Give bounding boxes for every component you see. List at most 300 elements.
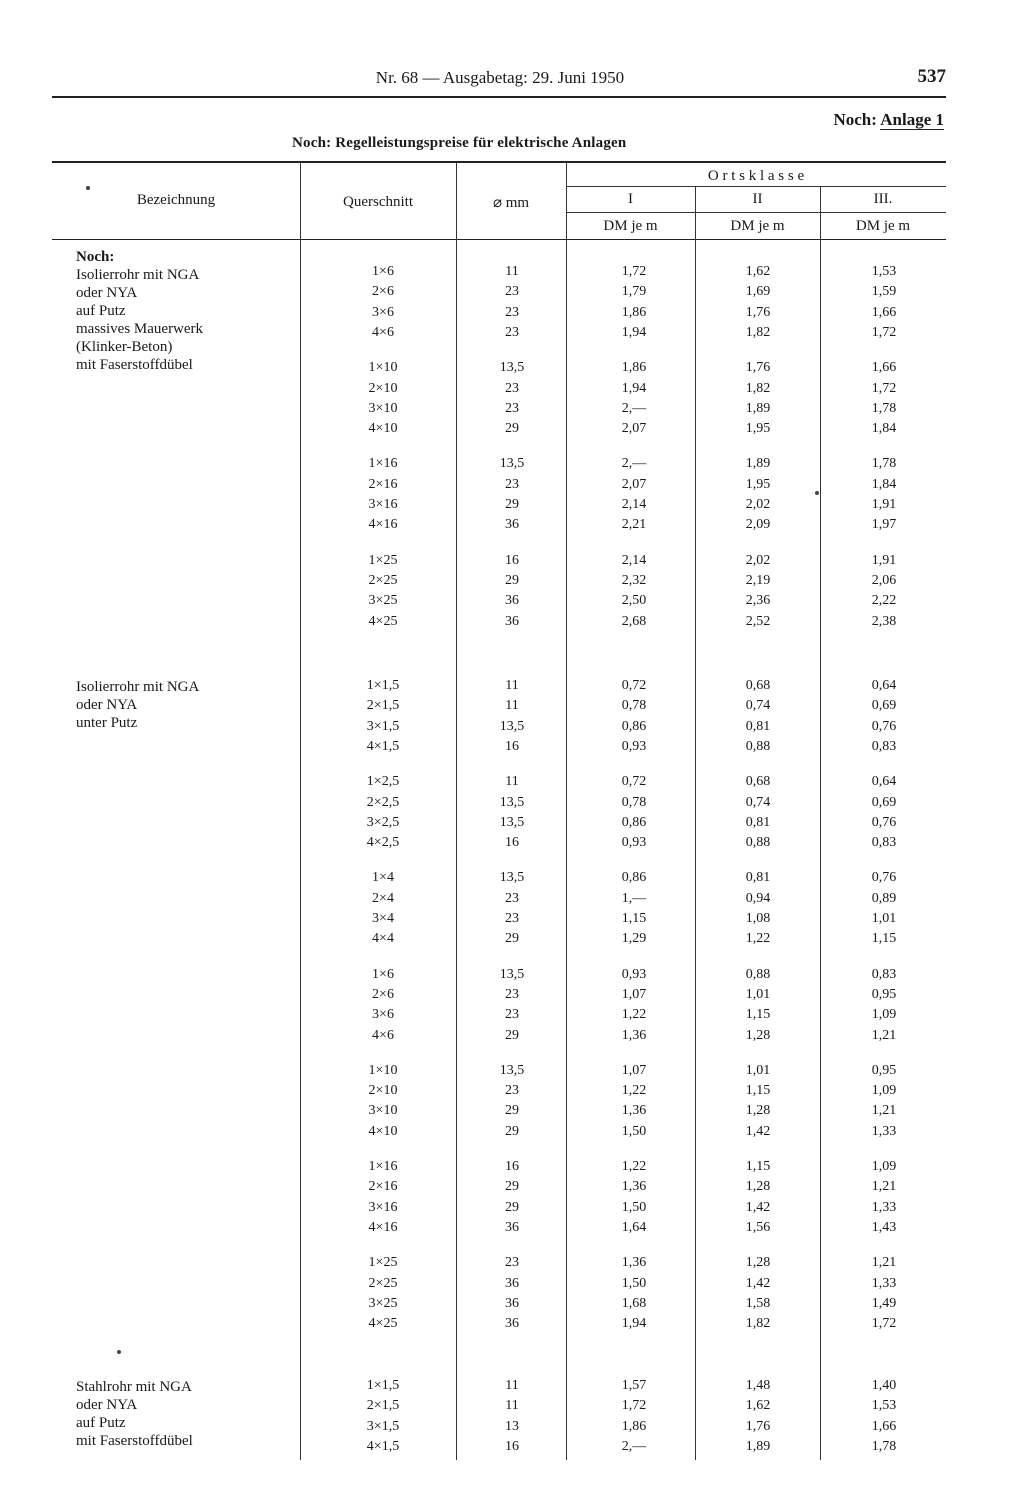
price-class-2-cell: 1,42 [745,1199,771,1215]
table-row [0,931,1000,951]
diameter-cell: 29 [505,1123,519,1139]
diameter-cell: 23 [505,890,519,906]
diameter-cell: 23 [505,380,519,396]
querschnitt-cell: 1×1,5 [366,678,400,693]
price-class-2-cell: 0,81 [745,870,771,886]
print-speck [117,1350,121,1354]
table-row [0,593,1000,613]
table-row [0,774,1000,794]
diameter-cell: 11 [505,698,519,714]
table-row [0,381,1000,401]
price-class-3-cell: 1,78 [871,400,897,416]
querschnitt-cell: 1×1,5 [366,1378,400,1393]
diameter-cell: 23 [505,476,519,492]
table-row [0,1200,1000,1220]
table-row [0,1220,1000,1240]
querschnitt-cell: 2×25 [368,1275,398,1291]
price-class-2-cell: 1,76 [745,360,771,376]
price-class-1-cell: 1,07 [621,986,647,1002]
price-class-3-cell: 1,97 [871,517,897,533]
querschnitt-cell: 4×4 [372,931,394,947]
price-class-2-cell: 1,95 [745,421,771,437]
querschnitt-cell: 3×1,5 [366,1418,400,1434]
table-row [0,987,1000,1007]
table-row [0,614,1000,634]
price-class-2-cell: 2,36 [745,593,771,609]
price-class-1-cell: 1,86 [621,1418,647,1434]
header-rule [52,96,946,98]
price-class-2-cell: 0,88 [745,738,771,754]
table-row [0,497,1000,517]
querschnitt-cell: 2×16 [368,476,398,492]
diameter-cell: 29 [505,572,519,588]
price-class-1-cell: 0,78 [621,698,647,714]
header-querschnitt: Querschnitt [343,194,413,210]
price-class-2-cell: 1,48 [745,1378,771,1393]
table-row [0,477,1000,497]
price-class-1-cell: 0,93 [621,966,647,982]
price-class-1-cell: 1,29 [621,931,647,947]
price-class-3-cell: 1,09 [871,1007,897,1023]
table-row [0,325,1000,345]
header-unit-2: DM je m [730,218,785,234]
price-class-1-cell: 2,32 [621,572,647,588]
price-class-3-cell: 0,76 [871,870,897,886]
querschnitt-cell: 1×6 [372,966,394,982]
table-row [0,1378,1000,1398]
price-class-2-cell: 1,76 [745,304,771,320]
anlage-prefix: Noch: [833,110,877,129]
querschnitt-cell: 2×10 [368,380,398,396]
price-class-2-cell: 0,94 [745,890,771,906]
price-class-2-cell: 0,74 [745,794,771,810]
price-class-1-cell: 1,50 [621,1275,647,1291]
price-class-3-cell: 1,53 [871,1398,897,1414]
price-class-1-cell: 0,86 [621,814,647,830]
table-row [0,553,1000,573]
querschnitt-cell: 1×10 [368,1062,398,1078]
diameter-cell: 16 [505,835,519,851]
querschnitt-cell: 4×1,5 [366,1438,400,1454]
querschnitt-cell: 2×6 [372,986,394,1002]
price-class-1-cell: 1,07 [621,1062,647,1078]
querschnitt-cell: 4×6 [372,324,394,340]
price-class-2-cell: 1,95 [745,476,771,492]
table-row [0,264,1000,284]
price-class-2-cell: 1,89 [745,1438,771,1454]
price-class-1-cell: 1,36 [621,1027,647,1043]
anlage-name: Anlage 1 [880,110,944,129]
diameter-cell: 29 [505,931,519,947]
price-class-3-cell: 0,83 [871,738,897,754]
price-class-1-cell: 1,94 [621,380,647,396]
querschnitt-cell: 4×10 [368,421,398,437]
querschnitt-cell: 3×16 [368,497,398,512]
table-row [0,305,1000,325]
header-class-2: II [752,191,763,207]
price-class-1-cell: 1,22 [621,1007,647,1023]
querschnitt-cell: 2×1,5 [366,1398,400,1414]
querschnitt-cell: 4×16 [368,1219,398,1235]
price-class-2-cell: 1,82 [745,380,771,396]
diameter-cell: 23 [505,986,519,1002]
querschnitt-cell: 4×25 [368,1316,398,1332]
section-label-line: oder NYA [76,697,138,713]
diameter-cell: 13 [505,1418,519,1434]
querschnitt-cell: 3×16 [368,1199,398,1215]
price-class-1-cell: 2,50 [621,593,647,609]
diameter-cell: 23 [505,400,519,416]
price-class-2-cell: 1,89 [745,456,771,472]
price-class-2-cell: 0,88 [745,835,771,851]
price-class-3-cell: 0,95 [871,986,897,1002]
section-label-line: Isolierrohr mit NGA [76,679,200,695]
price-class-1-cell: 1,57 [621,1378,647,1393]
price-class-3-cell: 0,76 [871,718,897,734]
price-class-2-cell: 0,68 [745,774,771,790]
price-class-3-cell: 1,59 [871,284,897,300]
querschnitt-cell: 1×16 [368,456,398,472]
diameter-cell: 23 [505,1007,519,1023]
price-class-2-cell: 1,15 [745,1159,771,1174]
price-class-3-cell: 1,66 [871,360,897,376]
price-class-2-cell: 1,56 [745,1219,771,1235]
diameter-cell: 13,5 [499,360,525,376]
table-row [0,1419,1000,1439]
price-class-2-cell: 1,01 [745,986,771,1002]
price-class-1-cell: 2,07 [621,421,647,437]
diameter-cell: 23 [505,284,519,300]
querschnitt-cell: 1×6 [372,264,394,279]
price-class-1-cell: 1,94 [621,324,647,340]
diameter-cell: 13,5 [499,870,525,886]
querschnitt-cell: 1×10 [368,360,398,376]
table-row [0,1028,1000,1048]
table-row [0,739,1000,759]
querschnitt-cell: 4×25 [368,613,398,629]
price-class-3-cell: 1,84 [871,421,897,437]
page-number: 537 [917,66,946,87]
table-top-rule [52,161,946,163]
querschnitt-cell: 2×1,5 [366,698,400,714]
diameter-cell: 36 [505,1295,519,1311]
header-bottom-rule [52,239,946,240]
price-class-1-cell: 1,68 [621,1295,647,1311]
price-class-1-cell: 2,— [621,400,647,416]
price-class-3-cell: 0,95 [871,1062,897,1078]
section-label-line: mit Faserstoffdübel [76,357,193,373]
table-row [0,835,1000,855]
diameter-cell: 13,5 [499,794,525,810]
price-class-3-cell: 1,91 [871,552,897,568]
querschnitt-cell: 3×6 [372,1007,394,1023]
table-row [0,1124,1000,1144]
price-class-1-cell: 0,72 [621,678,647,693]
querschnitt-cell: 1×2,5 [366,774,400,790]
price-class-1-cell: 0,93 [621,835,647,851]
diameter-cell: 23 [505,1083,519,1099]
table-row [0,1316,1000,1336]
diameter-cell: 29 [505,497,519,512]
section-label-line: Stahlrohr mit NGA [76,1379,192,1395]
print-speck [86,186,90,190]
header-unit-1: DM je m [603,218,658,234]
price-class-3-cell: 1,84 [871,476,897,492]
price-class-3-cell: 1,72 [871,1316,897,1332]
price-class-3-cell: 1,01 [871,911,897,926]
table-row [0,795,1000,815]
table-row [0,1439,1000,1459]
price-class-1-cell: 1,50 [621,1199,647,1215]
price-class-2-cell: 1,62 [745,1398,771,1414]
section-label-line: Isolierrohr mit NGA [76,267,200,283]
price-class-3-cell: 1,21 [871,1255,897,1271]
price-class-1-cell: 2,21 [621,517,647,533]
price-class-1-cell: 1,22 [621,1159,647,1174]
diameter-cell: 23 [505,324,519,340]
price-class-1-cell: 1,72 [621,264,647,279]
price-class-3-cell: 1,43 [871,1219,897,1235]
table-row [0,719,1000,739]
price-class-1-cell: 1,79 [621,284,647,300]
diameter-cell: 36 [505,613,519,629]
diameter-cell: 29 [505,1179,519,1195]
price-class-1-cell: 2,14 [621,552,647,568]
header-bezeichnung: Bezeichnung [136,192,216,208]
table-row [0,891,1000,911]
diameter-cell: 16 [505,738,519,754]
table-row [0,698,1000,718]
price-class-3-cell: 0,76 [871,814,897,830]
section-label-line: unter Putz [76,715,138,731]
querschnitt-cell: 3×10 [368,1103,398,1119]
price-class-2-cell: 1,42 [745,1275,771,1291]
table-row [0,967,1000,987]
price-class-2-cell: 1,76 [745,1418,771,1434]
table-title: Noch: Regelleistungspreise für elektrische Anlagen [292,135,627,151]
diameter-cell: 13,5 [499,456,525,472]
querschnitt-cell: 4×16 [368,517,398,533]
price-class-1-cell: 1,36 [621,1179,647,1195]
price-class-1-cell: 1,15 [621,911,647,926]
price-class-2-cell: 2,09 [745,517,771,533]
price-class-2-cell: 1,82 [745,1316,771,1332]
price-class-2-cell: 1,08 [745,911,771,926]
table-row [0,1276,1000,1296]
diameter-cell: 13,5 [499,966,525,982]
price-class-3-cell: 1,40 [871,1378,897,1393]
diameter-cell: 36 [505,593,519,609]
price-class-3-cell: 0,83 [871,966,897,982]
price-class-3-cell: 1,09 [871,1159,897,1174]
price-class-3-cell: 0,69 [871,794,897,810]
header-class-3: III. [873,191,893,207]
table-row [0,517,1000,537]
table-row [0,573,1000,593]
diameter-cell: 23 [505,1255,519,1271]
diameter-cell: 23 [505,304,519,320]
diameter-cell: 11 [505,774,519,790]
diameter-cell: 13,5 [499,814,525,830]
diameter-cell: 16 [505,552,519,568]
price-class-1-cell: 0,86 [621,718,647,734]
section-label-line: auf Putz [76,303,126,319]
querschnitt-cell: 2×25 [368,572,398,588]
diameter-cell: 36 [505,1275,519,1291]
price-class-3-cell: 1,53 [871,264,897,279]
querschnitt-cell: 2×16 [368,1179,398,1195]
price-class-2-cell: 0,81 [745,814,771,830]
querschnitt-cell: 3×10 [368,400,398,416]
querschnitt-cell: 4×6 [372,1027,394,1043]
price-class-3-cell: 1,72 [871,380,897,396]
price-class-2-cell: 1,82 [745,324,771,340]
table-row [0,1159,1000,1179]
diameter-cell: 16 [505,1438,519,1454]
price-class-1-cell: 1,72 [621,1398,647,1414]
querschnitt-cell: 2×2,5 [366,794,400,810]
table-row [0,1103,1000,1123]
querschnitt-cell: 3×25 [368,593,398,609]
diameter-cell: 29 [505,1103,519,1119]
price-class-1-cell: 0,93 [621,738,647,754]
price-class-1-cell: 2,14 [621,497,647,512]
querschnitt-cell: 3×25 [368,1295,398,1311]
diameter-cell: 16 [505,1159,519,1174]
table-row [0,870,1000,890]
header-class-1: I [628,191,633,207]
diameter-cell: 11 [505,678,519,693]
diameter-cell: 36 [505,1316,519,1332]
price-class-1-cell: 1,64 [621,1219,647,1235]
price-class-3-cell: 1,78 [871,1438,897,1454]
price-class-2-cell: 2,02 [745,497,771,512]
querschnitt-cell: 4×2,5 [366,835,400,851]
price-class-1-cell: 0,78 [621,794,647,810]
price-class-3-cell: 0,64 [871,678,897,693]
price-class-2-cell: 2,52 [745,613,771,629]
diameter-cell: 29 [505,1199,519,1215]
price-class-2-cell: 1,28 [745,1027,771,1043]
table-row [0,421,1000,441]
price-class-3-cell: 2,06 [871,572,897,588]
table-row [0,815,1000,835]
price-class-1-cell: 1,22 [621,1083,647,1099]
querschnitt-cell: 1×4 [372,870,394,886]
querschnitt-cell: 1×25 [368,552,398,568]
table-row [0,1296,1000,1316]
price-class-3-cell: 1,33 [871,1123,897,1139]
table-row [0,360,1000,380]
price-class-2-cell: 1,01 [745,1062,771,1078]
querschnitt-cell: 3×6 [372,304,394,320]
price-class-1-cell: 0,72 [621,774,647,790]
price-class-3-cell: 1,15 [871,931,897,947]
price-class-3-cell: 0,69 [871,698,897,714]
diameter-cell: 11 [505,264,519,279]
price-class-3-cell: 1,33 [871,1275,897,1291]
table-row [0,1063,1000,1083]
price-class-1-cell: 1,36 [621,1255,647,1271]
price-class-2-cell: 1,15 [745,1083,771,1099]
table-row [0,1083,1000,1103]
querschnitt-cell: 3×1,5 [366,718,400,734]
price-class-1-cell: 0,86 [621,870,647,886]
table-row [0,1007,1000,1027]
price-class-1-cell: 2,68 [621,613,647,629]
price-class-1-cell: 1,— [621,890,647,906]
diameter-cell: 23 [505,911,519,926]
diameter-cell: 13,5 [499,1062,525,1078]
diameter-cell: 11 [505,1378,519,1393]
diameter-cell: 13,5 [499,718,525,734]
diameter-cell: 36 [505,517,519,533]
running-title: Nr. 68 — Ausgabetag: 29. Juni 1950 [375,68,625,87]
price-class-2-cell: 1,58 [745,1295,771,1311]
price-class-2-cell: 1,28 [745,1179,771,1195]
querschnitt-cell: 1×25 [368,1255,398,1271]
section-label-line: massives Mauerwerk [76,321,204,337]
price-class-2-cell: 1,69 [745,284,771,300]
diameter-cell: 36 [505,1219,519,1235]
price-class-3-cell: 1,78 [871,456,897,472]
price-class-3-cell: 1,66 [871,1418,897,1434]
price-class-2-cell: 1,22 [745,931,771,947]
price-class-1-cell: 1,50 [621,1123,647,1139]
price-class-2-cell: 2,02 [745,552,771,568]
price-class-1-cell: 1,86 [621,304,647,320]
section-label-line: (Klinker-Beton) [76,339,173,355]
price-class-3-cell: 1,21 [871,1179,897,1195]
querschnitt-cell: 4×10 [368,1123,398,1139]
price-class-1-cell: 2,— [621,456,647,472]
price-class-2-cell: 0,74 [745,698,771,714]
header-diameter: ⌀ mm [492,195,530,211]
price-class-2-cell: 2,19 [745,572,771,588]
price-class-3-cell: 0,89 [871,890,897,906]
querschnitt-cell: 3×4 [372,911,394,926]
table-row [0,1255,1000,1275]
section-label-line: auf Putz [76,1415,126,1431]
price-class-2-cell: 0,81 [745,718,771,734]
price-class-1-cell: 2,— [621,1438,647,1454]
table-row [0,1398,1000,1418]
header-unit-3: DM je m [855,218,911,234]
querschnitt-cell: 2×6 [372,284,394,300]
diameter-cell: 29 [505,1027,519,1043]
price-class-3-cell: 1,72 [871,324,897,340]
table-row [0,1179,1000,1199]
price-class-1-cell: 1,86 [621,360,647,376]
price-class-1-cell: 2,07 [621,476,647,492]
diameter-cell: 11 [505,1398,519,1414]
table-row [0,401,1000,421]
table-row [0,456,1000,476]
table-row [0,284,1000,304]
price-class-3-cell: 1,91 [871,497,897,512]
section-label-line: Noch: [76,249,115,265]
price-class-2-cell: 1,15 [745,1007,771,1023]
price-class-2-cell: 1,42 [745,1123,771,1139]
section-label-line: mit Faserstoffdübel [76,1433,193,1449]
ortsklasse-rule [566,186,946,187]
price-class-3-cell: 2,22 [871,593,897,609]
querschnitt-cell: 1×16 [368,1159,398,1174]
price-class-3-cell: 1,09 [871,1083,897,1099]
price-class-3-cell: 0,83 [871,835,897,851]
price-class-2-cell: 1,62 [745,264,771,279]
price-class-3-cell: 2,38 [871,613,897,629]
